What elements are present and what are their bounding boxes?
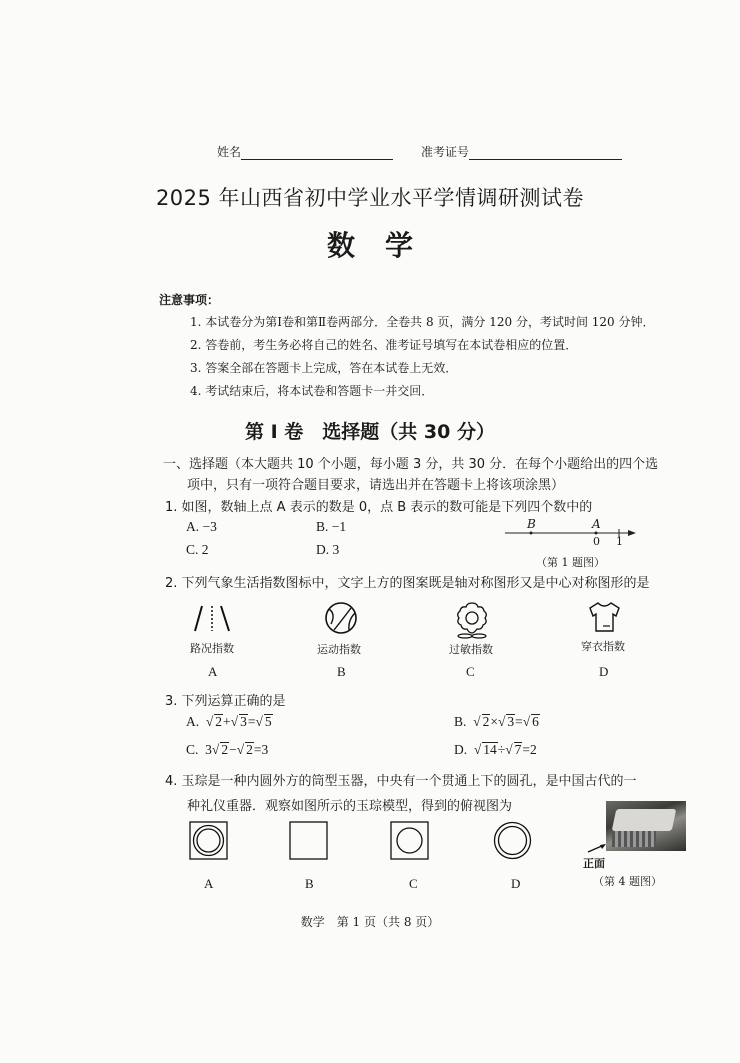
jade-cong-photo [606,801,686,851]
icon-letter-c: C [466,664,475,679]
tick-label-1: 1 [616,535,623,548]
question-4-stem-cont: 种礼仪重器．观察如图所示的玉琮模型，得到的俯视图为 [187,799,513,814]
name-field[interactable] [241,146,393,160]
notice-item: 3. 答案全部在答题卡上完成，答在本试卷上无效． [190,361,458,375]
q1-option-b: B. −1 [316,519,347,534]
arrow-icon [586,842,608,854]
question-4-stem: 4. 玉琮是一种内圆外方的筒型玉器，中央有一个贯通上下的圆孔，是中国古代的一 [165,774,637,789]
exam-id-field[interactable] [469,146,622,160]
tick-label-0: 0 [593,535,600,548]
icon-label-c: 过敏指数 [449,643,493,656]
front-label: 正面 [583,857,605,870]
name-label: 姓名 [217,145,242,159]
jade-cong-top [612,809,677,831]
icon-label-b: 运动指数 [317,643,361,656]
figure-caption: （第 4 题图） [593,875,662,888]
q1-option-d: D. 3 [316,542,340,557]
icon-letter-b: B [337,664,346,679]
question-1-stem: 1. 如图，数轴上点 A 表示的数是 0，点 B 表示的数可能是下列四个数中的 [165,500,593,515]
icon-label-a: 路况指数 [190,642,234,655]
road-icon [192,603,232,633]
icon-letter-d: D [599,664,609,679]
page-footer: 数学 第 1 页（共 8 页） [300,915,440,929]
figure-caption: （第 1 题图） [536,556,605,569]
q4-letter-d: D [511,876,521,891]
q3-option-d: D. √ 14÷√ 7=2 [454,742,537,757]
top-view-d-icon [493,821,533,861]
section-desc: 项中，只有一项符合题目要求，请选出并在答题卡上将该项涂黑） [187,478,565,493]
flower-icon [455,601,489,639]
notice-item: 2. 答卷前，考生务必将自己的姓名、准考证号填写在本试卷相应的位置． [190,338,578,352]
exam-title: 2025 年山西省初中学业水平学情调研测试卷 [155,186,585,210]
q3-option-c: C. 3√ 2−√ 2=3 [186,742,269,757]
point-a-label: A [592,517,601,531]
section-desc: 一、选择题（本大题共 10 个小题，每小题 3 分，共 30 分．在每个小题给出的四个选 [163,457,659,472]
shirt-icon [587,601,621,633]
candidate-info [217,143,622,160]
top-view-c-icon [390,821,430,861]
q3-option-b: B. √ 2×√ 3=√ 6 [454,714,539,729]
exam-id-label: 准考证号 [421,145,470,159]
jade-cong-side [612,831,656,847]
icon-label-d: 穿衣指数 [581,640,625,653]
q4-letter-a: A [204,876,214,891]
point-b-label: B [527,517,536,531]
notice-title: 注意事项： [159,293,220,307]
top-view-b-icon [289,821,329,861]
top-view-a-icon [189,821,229,861]
notice-item: 1. 本试卷分为第Ⅰ卷和第Ⅱ卷两部分．全卷共 8 页，满分 120 分，考试时间 120 分钟． [190,315,655,329]
notice-item: 4. 考试结束后，将本试卷和答题卡一并交回． [190,384,434,398]
subject-title: 数学 [326,229,443,262]
q1-option-a: A. −3 [186,519,217,534]
ball-icon [322,600,360,636]
number-line-figure [500,516,640,569]
q4-letter-c: C [409,876,418,891]
question-2-stem: 2. 下列气象生活指数图标中，文字上方的图案既是轴对称图形又是中心对称图形的是 [165,576,650,591]
section-title: 第 I 卷 选择题（共 30 分） [245,421,495,443]
q4-letter-b: B [305,876,314,891]
q3-option-a: A. √ 2+√ 3=√ 5 [186,714,272,729]
question-3-stem: 3. 下列运算正确的是 [165,694,286,709]
icon-letter-a: A [208,664,218,679]
q1-option-c: C. 2 [186,542,209,557]
